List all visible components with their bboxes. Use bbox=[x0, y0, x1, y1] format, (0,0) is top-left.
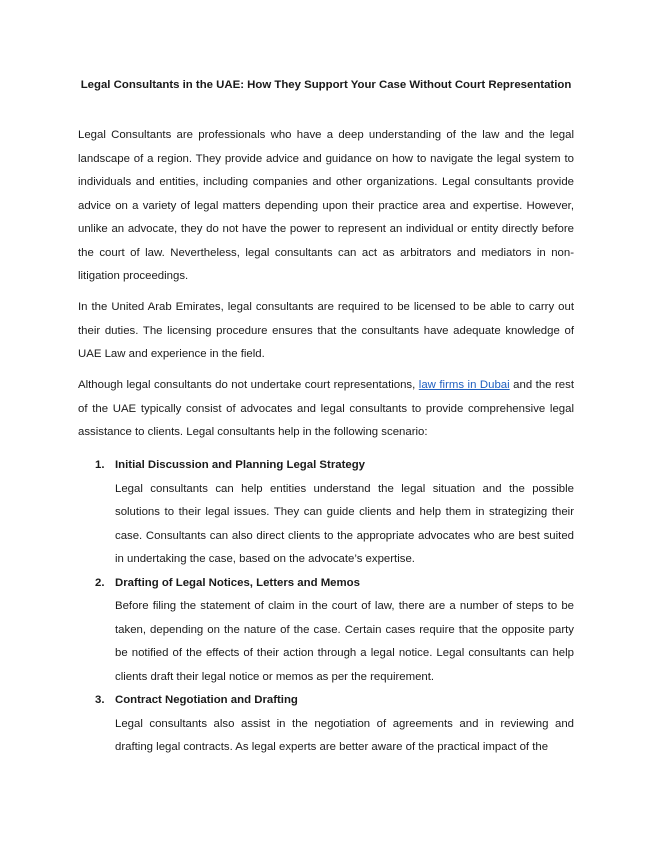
list-item-heading: Drafting of Legal Notices, Letters and Memos bbox=[115, 576, 360, 589]
paragraph-licensing: In the United Arab Emirates, legal consultants are required to be licensed to be able to carry out their duties. The licensing procedure ensures that the consultants have adequate knowledge of UAE Law and experience in the field. bbox=[78, 301, 574, 360]
list-item bbox=[78, 572, 574, 690]
paragraph-law-firms bbox=[78, 374, 574, 445]
law-firms-dubai-link[interactable]: law firms in Dubai bbox=[418, 379, 510, 391]
list-item-heading: Contract Negotiation and Drafting bbox=[115, 694, 298, 706]
list-item-number: 1. bbox=[95, 459, 105, 471]
paragraph-intro: Legal Consultants are professionals who have a deep understanding of the law and the legal landscape of a region. They provide advice and guidance on how to navigate the legal system to individuals and entities, including companies and other organizations. Legal consultants provide advice on a variety of legal matters depending upon their practice area and expertise. However, unlike an advocate, they do not have the power to represent an individual or entity directly before the court of law. Nevertheless, legal consultants can act as arbitrators and mediators in non-litigation proceedings. bbox=[78, 129, 574, 282]
list-item-heading: Initial Discussion and Planning Legal Strategy bbox=[115, 459, 366, 471]
scenario-list bbox=[78, 454, 574, 760]
paragraph-law-firms-text-before: Although legal consultants do not undertake court representations, bbox=[78, 379, 419, 391]
list-item bbox=[78, 689, 574, 760]
list-item bbox=[78, 454, 574, 572]
list-item-number: 2. bbox=[95, 576, 105, 589]
list-item-number: 3. bbox=[95, 694, 105, 706]
list-item-text: Before filing the statement of claim in the court of law, there are a number of steps to be taken, depending on the nature of the case. Certain cases require that the opposite party be notified of the effects of their action through a legal notice. Legal consultants can help clients draft their legal notice or memos as per the requirement. bbox=[115, 600, 574, 683]
document-title: Legal Consultants in the UAE: How They Support Your Case Without Court Representation bbox=[80, 79, 572, 91]
list-item-text: Legal consultants also assist in the negotiation of agreements and in reviewing and drafting legal contracts. As legal experts are better aware of the practical impact of the bbox=[115, 717, 574, 753]
paragraph-law-firms-text-after: and the rest of the UAE typically consist of advocates and legal consultants to provide comprehensive legal assistance to clients. Legal consultants help in the following scenario: bbox=[78, 379, 575, 438]
list-item-text: Legal consultants can help entities understand the legal situation and the possible solutions to their legal issues. They can guide clients and help them in strategizing their case. Consultants can also direct clients to the appropriate advocates who are best suited in undertaking the case, based on the advocate’s expertise. bbox=[115, 482, 574, 565]
